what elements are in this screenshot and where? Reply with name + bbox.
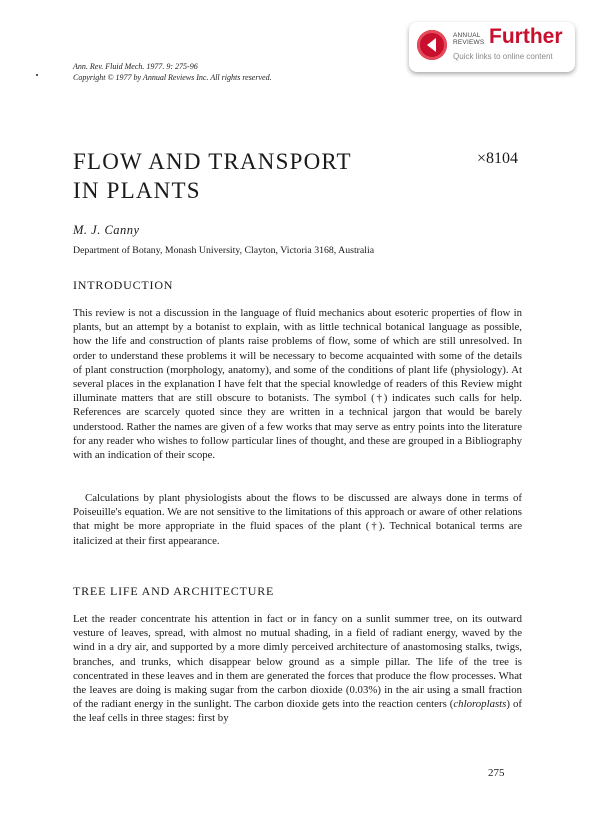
section-heading-introduction: INTRODUCTION — [73, 278, 174, 292]
author-affiliation: Department of Botany, Monash University, Clayton, Victoria 3168, Australia — [73, 245, 375, 256]
article-code: ×8104 — [477, 150, 519, 167]
author-name: M. J. Canny — [73, 223, 140, 237]
page-speck — [36, 74, 38, 76]
intro-paragraph-2: Calculations by plant physiologists about the flows to be discussed are always done in terms of Poiseuille's equation. We are not sensitive to the limitations of this approach or aware of other relations that might be more appropriate in the fluid spaces of the plant (†). Technical botanical terms are italicized at their first appearance. — [73, 492, 522, 547]
journal-citation: Ann. Rev. Fluid Mech. 1977. 9: 275-96 Copyright © 1977 by Annual Reviews Inc. All rights reserved. — [73, 62, 272, 82]
further-banner[interactable] — [409, 22, 575, 72]
article-title: FLOW AND TRANSPORT IN PLANTS — [73, 149, 352, 203]
section-heading-tree-life: TREE LIFE AND ARCHITECTURE — [73, 584, 275, 598]
annual-reviews-logo: ANNUAL REVIEWS — [453, 32, 485, 46]
tree-life-paragraph: Let the reader concentrate his attention in fact or in fancy on a sunlit summer tree, on its outward vesture of leaves, spread, with almost no mutual shading, in a field of radiant energy, waved by the wind in a dry air, and supported by a more dimly perceived architecture of anastomosing stalks, twigs, branches, and trunks, which disappear below ground as a simple pillar. The life of the tree is concentrated in these leaves and in them are generated the forces that produce the flow processes. What the leaves are doing is making sugar from the carbon dioxide (0.03%) in the air using a small fraction of the radiant energy in the sunlight. The carbon dioxide gets into the reaction centers (chloroplasts) of the leaf cells in three stages: first by — [73, 613, 522, 725]
quick-links-text: Quick links to online content — [453, 52, 553, 61]
intro-paragraph-1: This review is not a discussion in the language of fluid mechanics about esoteric properties of flow in plants, but an attempt by a botanist to explain, with as little technical botanical language as possible, how the life and construction of plants raise problems of flow, some of which are still unresolved. In order to understand these problems it will be necessary to become acquainted with some of the details of plant construction (morphology, anatomy), and some of the conditions of plant life (physiology). At several places in the explanation I have felt that the special knowledge of readers of this Review might illuminate matters that are still obscure to botanists. The symbol (†) indicates such calls for help. References are scarcely quoted since they are written in a technical jargon that would be barely understood. Rather the names are given of a few works that may serve as entry points into the literature for any reader who wishes to follow particular lines of thought, and these are grouped in a Bibliography with an indication of their scope. — [73, 307, 522, 462]
back-arrow-icon — [417, 30, 447, 60]
further-label: Further — [489, 25, 563, 48]
page-number: 275 — [488, 767, 505, 779]
